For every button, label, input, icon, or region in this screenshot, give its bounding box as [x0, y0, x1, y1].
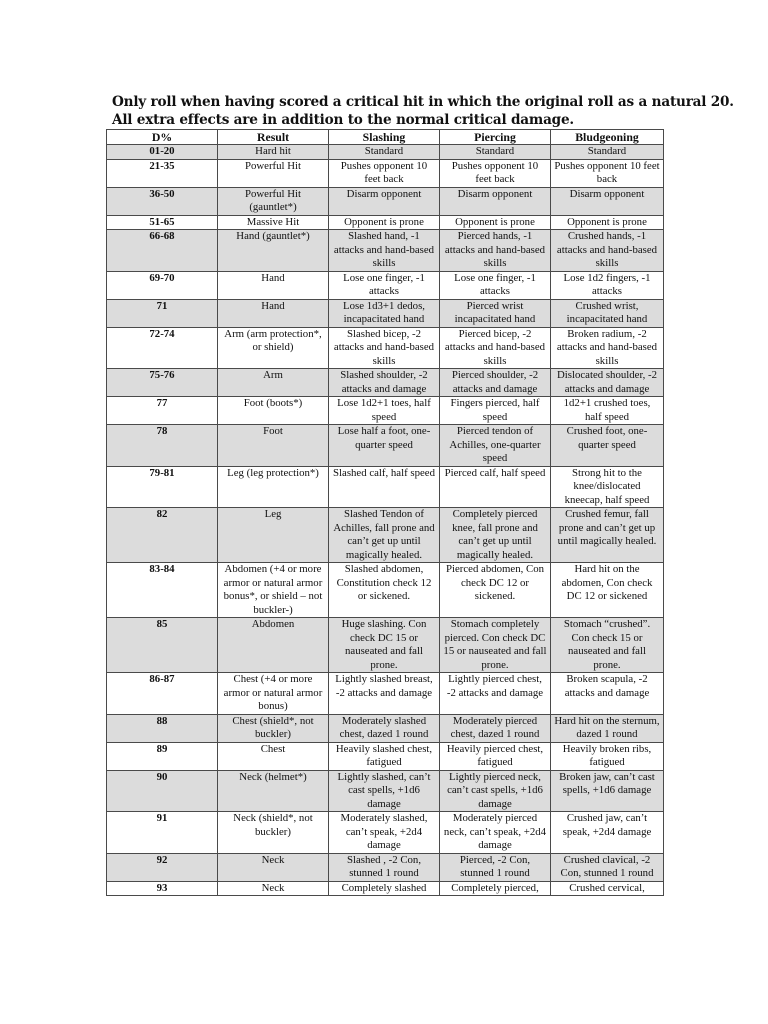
slashing-cell: Slashed hand, -1 attacks and hand-based skills [329, 230, 440, 272]
bludgeoning-cell: Stomach “crushed”. Con check 15 or nauseated and fall prone. [551, 618, 664, 673]
slashing-cell: Standard [329, 145, 440, 160]
piercing-cell: Heavily pierced chest, fatigued [440, 742, 551, 770]
bludgeoning-cell: Pushes opponent 10 feet back [551, 159, 664, 187]
piercing-cell: Moderately pierced chest, dazed 1 round [440, 714, 551, 742]
roll-cell: 90 [107, 770, 218, 812]
intro-line-2: All extra effects are in addition to the normal critical damage. [112, 112, 574, 128]
header-piercing: Piercing [440, 130, 551, 145]
bludgeoning-cell: Disarm opponent [551, 187, 664, 215]
roll-cell: 36-50 [107, 187, 218, 215]
bludgeoning-cell: Hard hit on the sternum, dazed 1 round [551, 714, 664, 742]
table-row [107, 714, 664, 742]
result-cell: Hand [218, 299, 329, 327]
table-row [107, 299, 664, 327]
slashing-cell: Lose 1d2+1 toes, half speed [329, 397, 440, 425]
piercing-cell: Lightly pierced neck, can’t cast spells, +1d6 damage [440, 770, 551, 812]
result-cell: Leg [218, 508, 329, 563]
roll-cell: 88 [107, 714, 218, 742]
table-body [107, 145, 664, 896]
piercing-cell: Moderately pierced neck, can’t speak, +2d4 damage [440, 812, 551, 854]
slashing-cell: Moderately slashed, can’t speak, +2d4 damage [329, 812, 440, 854]
table-row [107, 742, 664, 770]
slashing-cell: Moderately slashed chest, dazed 1 round [329, 714, 440, 742]
table-row [107, 159, 664, 187]
roll-cell: 79-81 [107, 466, 218, 508]
table-row [107, 187, 664, 215]
piercing-cell: Lose one finger, -1 attacks [440, 271, 551, 299]
slashing-cell: Heavily slashed chest, fatigued [329, 742, 440, 770]
bludgeoning-cell: Crushed clavical, -2 Con, stunned 1 round [551, 853, 664, 881]
header-roll: D% [107, 130, 218, 145]
table-row [107, 673, 664, 715]
slashing-cell: Slashed , -2 Con, stunned 1 round [329, 853, 440, 881]
result-cell: Hand [218, 271, 329, 299]
result-cell: Leg (leg protection*) [218, 466, 329, 508]
piercing-cell: Pierced calf, half speed [440, 466, 551, 508]
slashing-cell: Lightly slashed breast, -2 attacks and damage [329, 673, 440, 715]
bludgeoning-cell: Crushed cervical, [551, 881, 664, 896]
table-row [107, 397, 664, 425]
bludgeoning-cell: Crushed jaw, can’t speak, +2d4 damage [551, 812, 664, 854]
slashing-cell: Lose 1d3+1 dedos, incapacitated hand [329, 299, 440, 327]
result-cell: Arm [218, 369, 329, 397]
result-cell: Arm (arm protection*, or shield) [218, 327, 329, 369]
table-row [107, 215, 664, 230]
result-cell: Hand (gauntlet*) [218, 230, 329, 272]
bludgeoning-cell: Strong hit to the knee/dislocated kneecap, half speed [551, 466, 664, 508]
result-cell: Foot [218, 425, 329, 467]
slashing-cell: Opponent is prone [329, 215, 440, 230]
table-row [107, 812, 664, 854]
table-row [107, 563, 664, 618]
result-cell: Neck [218, 853, 329, 881]
result-cell: Chest (shield*, not buckler) [218, 714, 329, 742]
roll-cell: 85 [107, 618, 218, 673]
intro-text [112, 93, 734, 129]
table-header-row [107, 130, 664, 145]
bludgeoning-cell: Crushed hands, -1 attacks and hand-based skills [551, 230, 664, 272]
roll-cell: 86-87 [107, 673, 218, 715]
table-row [107, 327, 664, 369]
bludgeoning-cell: Crushed femur, fall prone and can’t get up until magically healed. [551, 508, 664, 563]
roll-cell: 92 [107, 853, 218, 881]
table-row [107, 369, 664, 397]
roll-cell: 71 [107, 299, 218, 327]
bludgeoning-cell: Crushed foot, one-quarter speed [551, 425, 664, 467]
roll-cell: 78 [107, 425, 218, 467]
slashing-cell: Slashed shoulder, -2 attacks and damage [329, 369, 440, 397]
table-row [107, 853, 664, 881]
roll-cell: 51-65 [107, 215, 218, 230]
table-row [107, 466, 664, 508]
table-row [107, 618, 664, 673]
result-cell: Abdomen [218, 618, 329, 673]
slashing-cell: Lose half a foot, one-quarter speed [329, 425, 440, 467]
header-bludgeoning: Bludgeoning [551, 130, 664, 145]
piercing-cell: Completely pierced, [440, 881, 551, 896]
piercing-cell: Pierced hands, -1 attacks and hand-based skills [440, 230, 551, 272]
bludgeoning-cell: Heavily broken ribs, fatigued [551, 742, 664, 770]
header-slashing: Slashing [329, 130, 440, 145]
table-row [107, 271, 664, 299]
slashing-cell: Huge slashing. Con check DC 15 or nauseated and fall prone. [329, 618, 440, 673]
bludgeoning-cell: Hard hit on the abdomen, Con check DC 12 or sickened [551, 563, 664, 618]
slashing-cell: Disarm opponent [329, 187, 440, 215]
roll-cell: 69-70 [107, 271, 218, 299]
bludgeoning-cell: Broken scapula, -2 attacks and damage [551, 673, 664, 715]
table-row [107, 508, 664, 563]
piercing-cell: Pierced wrist incapacitated hand [440, 299, 551, 327]
roll-cell: 75-76 [107, 369, 218, 397]
bludgeoning-cell: Lose 1d2 fingers, -1 attacks [551, 271, 664, 299]
piercing-cell: Lightly pierced chest, -2 attacks and damage [440, 673, 551, 715]
result-cell: Powerful Hit (gauntlet*) [218, 187, 329, 215]
result-cell: Chest [218, 742, 329, 770]
slashing-cell: Slashed calf, half speed [329, 466, 440, 508]
piercing-cell: Standard [440, 145, 551, 160]
roll-cell: 89 [107, 742, 218, 770]
piercing-cell: Opponent is prone [440, 215, 551, 230]
slashing-cell: Completely slashed [329, 881, 440, 896]
table-row [107, 425, 664, 467]
piercing-cell: Pierced shoulder, -2 attacks and damage [440, 369, 551, 397]
result-cell: Chest (+4 or more armor or natural armor bonus) [218, 673, 329, 715]
result-cell: Neck [218, 881, 329, 896]
piercing-cell: Pierced abdomen, Con check DC 12 or sickened. [440, 563, 551, 618]
result-cell: Foot (boots*) [218, 397, 329, 425]
result-cell: Hard hit [218, 145, 329, 160]
intro-line-1: Only roll when having scored a critical hit in which the original roll as a natural 20. [112, 94, 734, 110]
table-row [107, 770, 664, 812]
slashing-cell: Slashed abdomen, Constitution check 12 or sickened. [329, 563, 440, 618]
result-cell: Massive Hit [218, 215, 329, 230]
piercing-cell: Completely pierced knee, fall prone and can’t get up until magically healed. [440, 508, 551, 563]
roll-cell: 91 [107, 812, 218, 854]
slashing-cell: Slashed Tendon of Achilles, fall prone and can’t get up until magically healed. [329, 508, 440, 563]
critical-hit-table [106, 129, 664, 896]
table-row [107, 881, 664, 896]
slashing-cell: Lose one finger, -1 attacks [329, 271, 440, 299]
bludgeoning-cell: Broken jaw, can’t cast spells, +1d6 damage [551, 770, 664, 812]
piercing-cell: Fingers pierced, half speed [440, 397, 551, 425]
bludgeoning-cell: Standard [551, 145, 664, 160]
roll-cell: 66-68 [107, 230, 218, 272]
roll-cell: 72-74 [107, 327, 218, 369]
result-cell: Powerful Hit [218, 159, 329, 187]
slashing-cell: Lightly slashed, can’t cast spells, +1d6 damage [329, 770, 440, 812]
piercing-cell: Pierced bicep, -2 attacks and hand-based skills [440, 327, 551, 369]
bludgeoning-cell: 1d2+1 crushed toes, half speed [551, 397, 664, 425]
piercing-cell: Stomach completely pierced. Con check DC 15 or nauseated and fall prone. [440, 618, 551, 673]
piercing-cell: Disarm opponent [440, 187, 551, 215]
slashing-cell: Slashed bicep, -2 attacks and hand-based skills [329, 327, 440, 369]
roll-cell: 83-84 [107, 563, 218, 618]
table-row [107, 230, 664, 272]
bludgeoning-cell: Dislocated shoulder, -2 attacks and damage [551, 369, 664, 397]
result-cell: Neck (helmet*) [218, 770, 329, 812]
result-cell: Neck (shield*, not buckler) [218, 812, 329, 854]
bludgeoning-cell: Opponent is prone [551, 215, 664, 230]
roll-cell: 77 [107, 397, 218, 425]
piercing-cell: Pushes opponent 10 feet back [440, 159, 551, 187]
slashing-cell: Pushes opponent 10 feet back [329, 159, 440, 187]
roll-cell: 93 [107, 881, 218, 896]
roll-cell: 21-35 [107, 159, 218, 187]
piercing-cell: Pierced, -2 Con, stunned 1 round [440, 853, 551, 881]
result-cell: Abdomen (+4 or more armor or natural armor bonus*, or shield – not buckler-) [218, 563, 329, 618]
bludgeoning-cell: Crushed wrist, incapacitated hand [551, 299, 664, 327]
bludgeoning-cell: Broken radium, -2 attacks and hand-based skills [551, 327, 664, 369]
roll-cell: 82 [107, 508, 218, 563]
roll-cell: 01-20 [107, 145, 218, 160]
piercing-cell: Pierced tendon of Achilles, one-quarter speed [440, 425, 551, 467]
header-result: Result [218, 130, 329, 145]
table-row [107, 145, 664, 160]
